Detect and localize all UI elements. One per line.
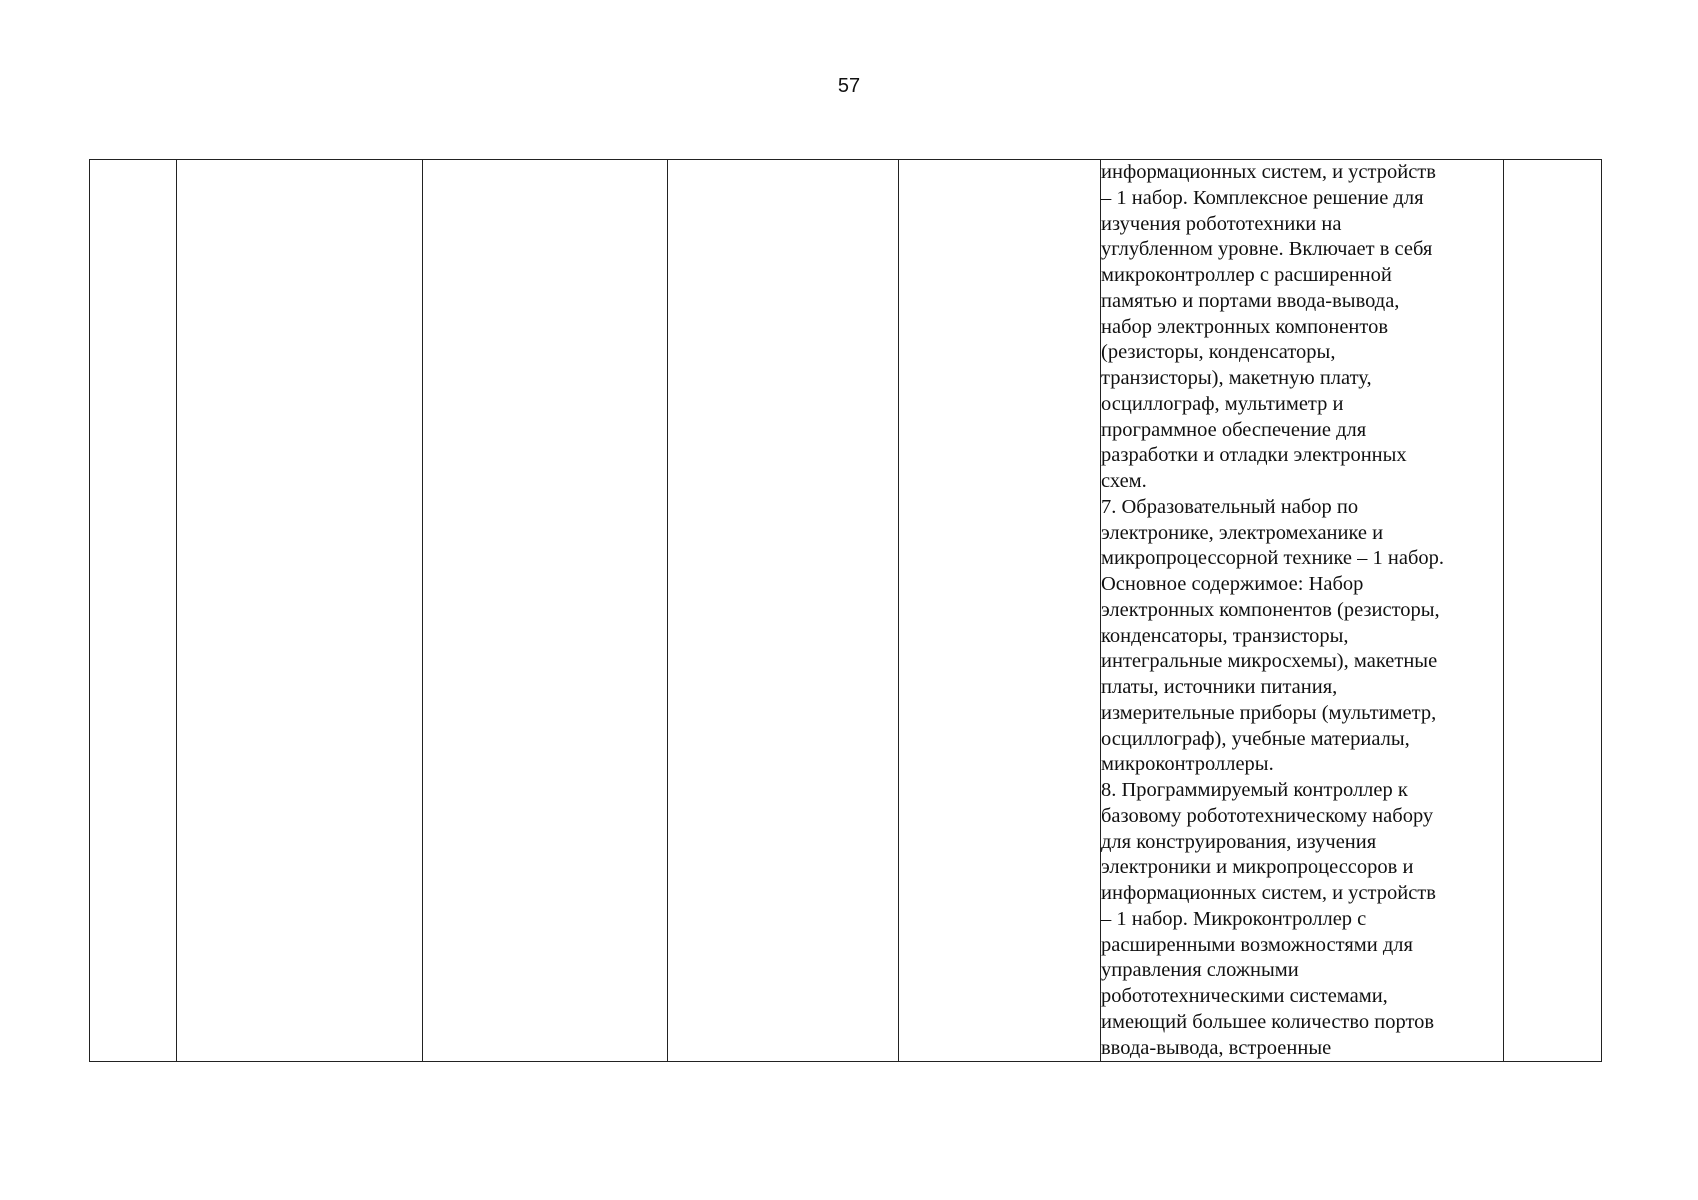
table-cell-empty-4 [668,160,899,1062]
table-cell-empty-3 [423,160,668,1062]
table-cell-empty-5 [899,160,1101,1062]
table-cell-empty-1 [90,160,177,1062]
description-paragraph-item-7: 7. Образовательный набор по электронике, электромеханике и микропроцессорной технике – 1 набор. Основное содержимое: Набор электронных компонентов (резисторы, конденсаторы, транзисторы, интегральные микросхемы), макетные платы, источники питания, измерительные приборы (мультиметр, осциллограф), учебные материалы, микроконтроллеры. [1101,495,1444,776]
table-row [90,160,1602,1062]
table-cell-empty-2 [177,160,423,1062]
description-paragraph-item-8: 8. Программируемый контроллер к базовому робототехническому набору для конструирования, изучения электроники и микропроцессоров и информационных систем, и устройств – 1 набор. Микроконтроллер с расширенными возможностями для управления сложными робототехническими системами, имеющий большее количество портов ввода-вывода, встроенные [1101,779,1436,1059]
equipment-table [89,159,1602,1062]
table-cell-equipment-description [1101,160,1504,1062]
table-cell-empty-7 [1504,160,1602,1062]
page-number: 57 [837,75,861,97]
description-paragraph-continuation: информационных систем, и устройств – 1 набор. Комплексное решение для изучения робототехники на углубленном уровне. Включает в себя микроконтроллер с расширенной памятью и портами ввода-вывода, набор электронных компонентов (резисторы, конденсаторы, транзисторы), макетную плату, осциллограф, мультиметр и программное обеспечение для разработки и отладки электронных схем. [1101,161,1436,492]
